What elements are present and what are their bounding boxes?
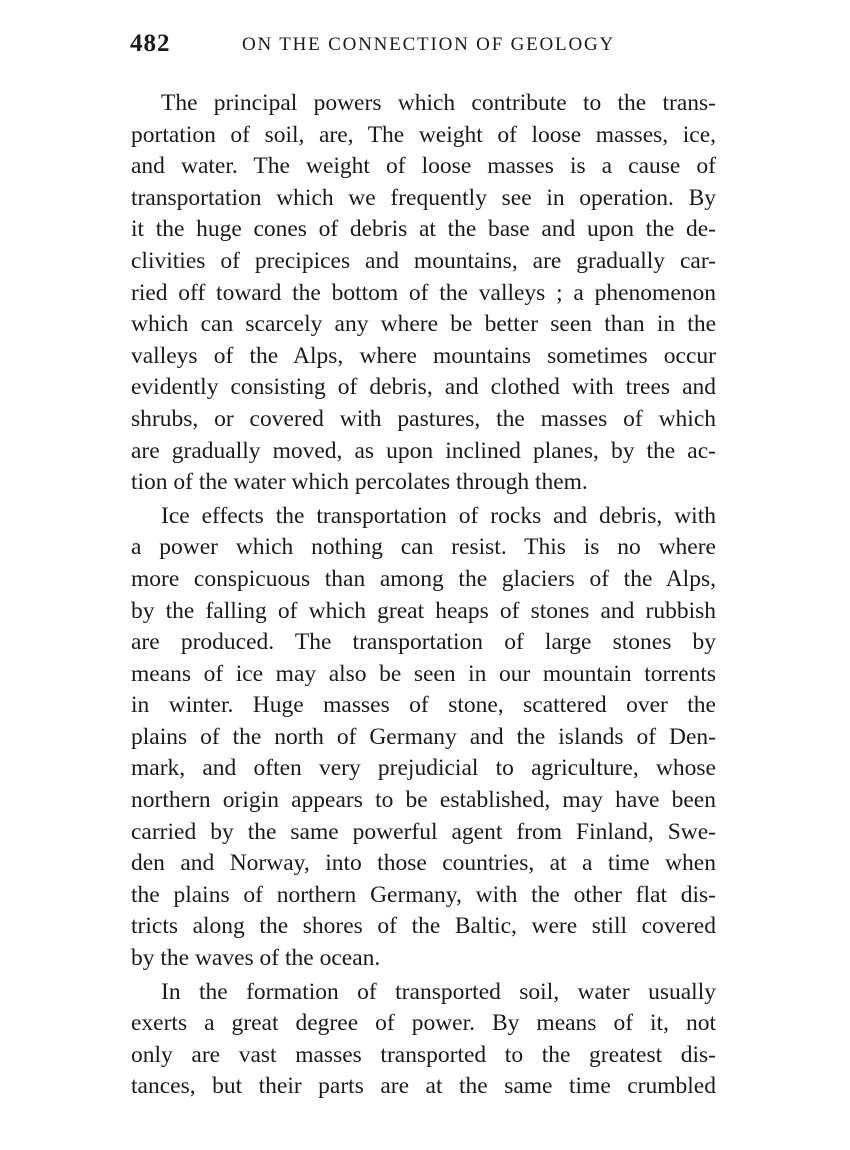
text-line: in winter. Huge masses of stone, scattered over the	[131, 692, 716, 719]
text-line: which can scarcely any where be better seen than in the	[131, 311, 716, 338]
text-line: more conspicuous than among the glaciers of the Alps,	[131, 565, 716, 592]
text-line: are produced. The transportation of large stones by	[131, 629, 716, 656]
body-text	[131, 88, 716, 1103]
text-line: clivities of precipices and mountains, are gradually car-	[131, 247, 716, 274]
text-line: transportation which we frequently see in operation. By	[131, 184, 716, 211]
text-line: the plains of northern Germany, with the other flat dis-	[131, 881, 716, 908]
text-line: only are vast masses transported to the greatest dis-	[131, 1041, 716, 1068]
page-number: 482	[130, 30, 171, 57]
text-line: Ice effects the transportation of rocks and debris, with	[161, 502, 716, 529]
text-line: carried by the same powerful agent from Finland, Swe-	[131, 818, 716, 845]
text-line: The principal powers which contribute to the trans-	[161, 90, 716, 116]
text-line: it the huge cones of debris at the base and upon the de-	[131, 216, 716, 243]
text-line: tricts along the shores of the Baltic, were still covered	[131, 913, 716, 940]
paragraph	[131, 88, 716, 499]
text-line: plains of the north of Germany and the islands of Den-	[131, 723, 716, 750]
running-title: ON THE CONNECTION OF GEOLOGY	[242, 34, 616, 55]
text-line: portation of soil, are, The weight of loose masses, ice,	[131, 121, 716, 148]
text-line: tances, but their parts are at the same time crumbled	[131, 1073, 716, 1100]
text-line: a power which nothing can resist. This is no where	[131, 534, 716, 561]
text-line: northern origin appears to be established, may have been	[131, 787, 716, 814]
text-line: by the waves of the ocean.	[131, 945, 381, 972]
text-line: by the falling of which great heaps of stones and rubbish	[131, 597, 716, 624]
text-line: den and Norway, into those countries, at a time when	[131, 850, 716, 877]
text-line: shrubs, or covered with pastures, the masses of which	[131, 405, 716, 432]
text-line: are gradually moved, as upon inclined planes, by the ac-	[131, 437, 716, 464]
text-line: and water. The weight of loose masses is a cause of	[131, 153, 716, 180]
text-line: tion of the water which percolates through them.	[131, 469, 588, 496]
text-line: evidently consisting of debris, and clothed with trees and	[131, 374, 716, 401]
page-header	[130, 30, 730, 70]
text-line: means of ice may also be seen in our mountain torrents	[131, 660, 716, 687]
paragraph	[131, 501, 716, 975]
text-line: In the formation of transported soil, water usually	[161, 978, 716, 1005]
text-line: ried off toward the bottom of the valleys ; a phenomenon	[131, 279, 716, 306]
text-line: valleys of the Alps, where mountains sometimes occur	[131, 342, 716, 369]
paragraph	[131, 977, 716, 1103]
text-line: mark, and often very prejudicial to agriculture, whose	[131, 755, 716, 782]
text-line: exerts a great degree of power. By means of it, not	[131, 1010, 716, 1037]
